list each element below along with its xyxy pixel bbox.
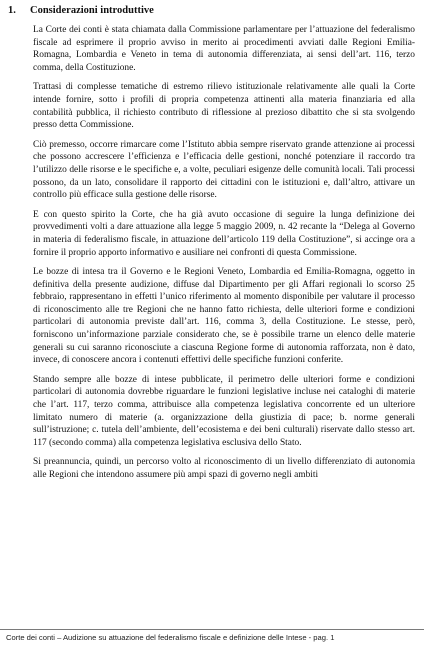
section-number: 1. <box>8 5 16 16</box>
paragraph: Le bozze di intesa tra il Governo e le Regioni Veneto, Lombardia ed Emilia-Romagna, oggetto in definitiva della presente audizione, diffuse dal Dipartimento per gli Affari regionali lo scorso 25 febbraio, rappresentano in effetti l’unico riferimento al momento disponibile per valutare il processo di riconoscimento alle tre Regioni che ne hanno fatto richiesta, delle ulteriori forme e condizioni particolari di autonomia previste dall’art. 116, comma 3, della Costituzione. Le stesse, però, forniscono un’informazione parziale considerato che, se è possibile trarne un elenco delle materie generali su cui saranno riconosciute a ciascuna Regione forme di autonomia rafforzata, non è dato, invece, di conoscere ancora i contenuti effettivi delle specifiche funzioni conferite. <box>33 267 415 366</box>
page-footer: Corte dei conti – Audizione su attuazione del federalismo fiscale e definizione delle Intese - pag. 1 <box>6 633 335 642</box>
section-heading <box>8 4 154 17</box>
paragraph: Si preannuncia, quindi, un percorso volto al riconoscimento di un livello differenziato di autonomia alle Regioni che intendono assumere più ampi spazi di governo negli ambiti <box>33 457 415 480</box>
paragraph: La Corte dei conti è stata chiamata dalla Commissione parlamentare per l’attuazione del federalismo fiscale ad esprimere il proprio avviso in merito ai procedimenti avviati dalle Regioni Emilia-Romagna, Lombardia e Veneto in tema di autonomia differenziata, ai sensi dell’art. 116, terzo comma, della Costituzione. <box>33 25 415 73</box>
paragraph: Ciò premesso, occorre rimarcare come l’Istituto abbia sempre riservato grande attenzione ai processi che possono accrescere l’efficienza e l’efficacia delle gestioni, nonché potenziare il raccordo tra l’utilizzo delle risorse e le specifiche e, a volte, peculiari esigenze delle comunità locali. Tali processi possono, da un lato, consolidare il rapporto dei cittadini con le istituzioni e, dall’altro, attivare un controllo più efficace sulla gestione delle risorse. <box>33 139 415 201</box>
paragraph: E con questo spirito la Corte, che ha già avuto occasione di seguire la lunga definizione dei provvedimenti volti a dare attuazione alla legge 5 maggio 2009, n. 42 recante la “Delega al Governo in materia di federalismo fiscale, in attuazione dell’articolo 119 della Costituzione”, si accinge ora a fornire il proprio apporto informativo e ausiliare nei confronti di questa Commissione. <box>33 209 415 258</box>
paragraph: Trattasi di complesse tematiche di estremo rilievo istituzionale relativamente alle quali la Corte intende fornire, sotto i profili di propria competenza attinenti alla materia finanziaria ed alla contabilità pubblica, il richiesto contributo di riflessione al prezioso dibattito che si sta svolgendo presso detta Commissione. <box>33 82 415 131</box>
body-text <box>33 24 415 489</box>
footer-divider <box>0 629 424 630</box>
section-title: Considerazioni introduttive <box>30 5 154 16</box>
paragraph: Stando sempre alle bozze di intese pubblicate, il perimetro delle ulteriori forme e condizioni particolari di autonomia dovrebbe riguardare le funzioni legislative incluse nei cataloghi di materie che l’art. 117, terzo comma, attribuisce alla competenza legislativa concorrente ed un ulteriore limitato numero di materie (a. organizzazione della giustizia di pace; b. norme generali sull’istruzione; c. tutela dell’ambiente, dell’ecosistema e dei beni culturali) riservate dallo stesso art. 117 (secondo comma) alla competenza legislativa esclusiva dello Stato. <box>33 374 415 448</box>
